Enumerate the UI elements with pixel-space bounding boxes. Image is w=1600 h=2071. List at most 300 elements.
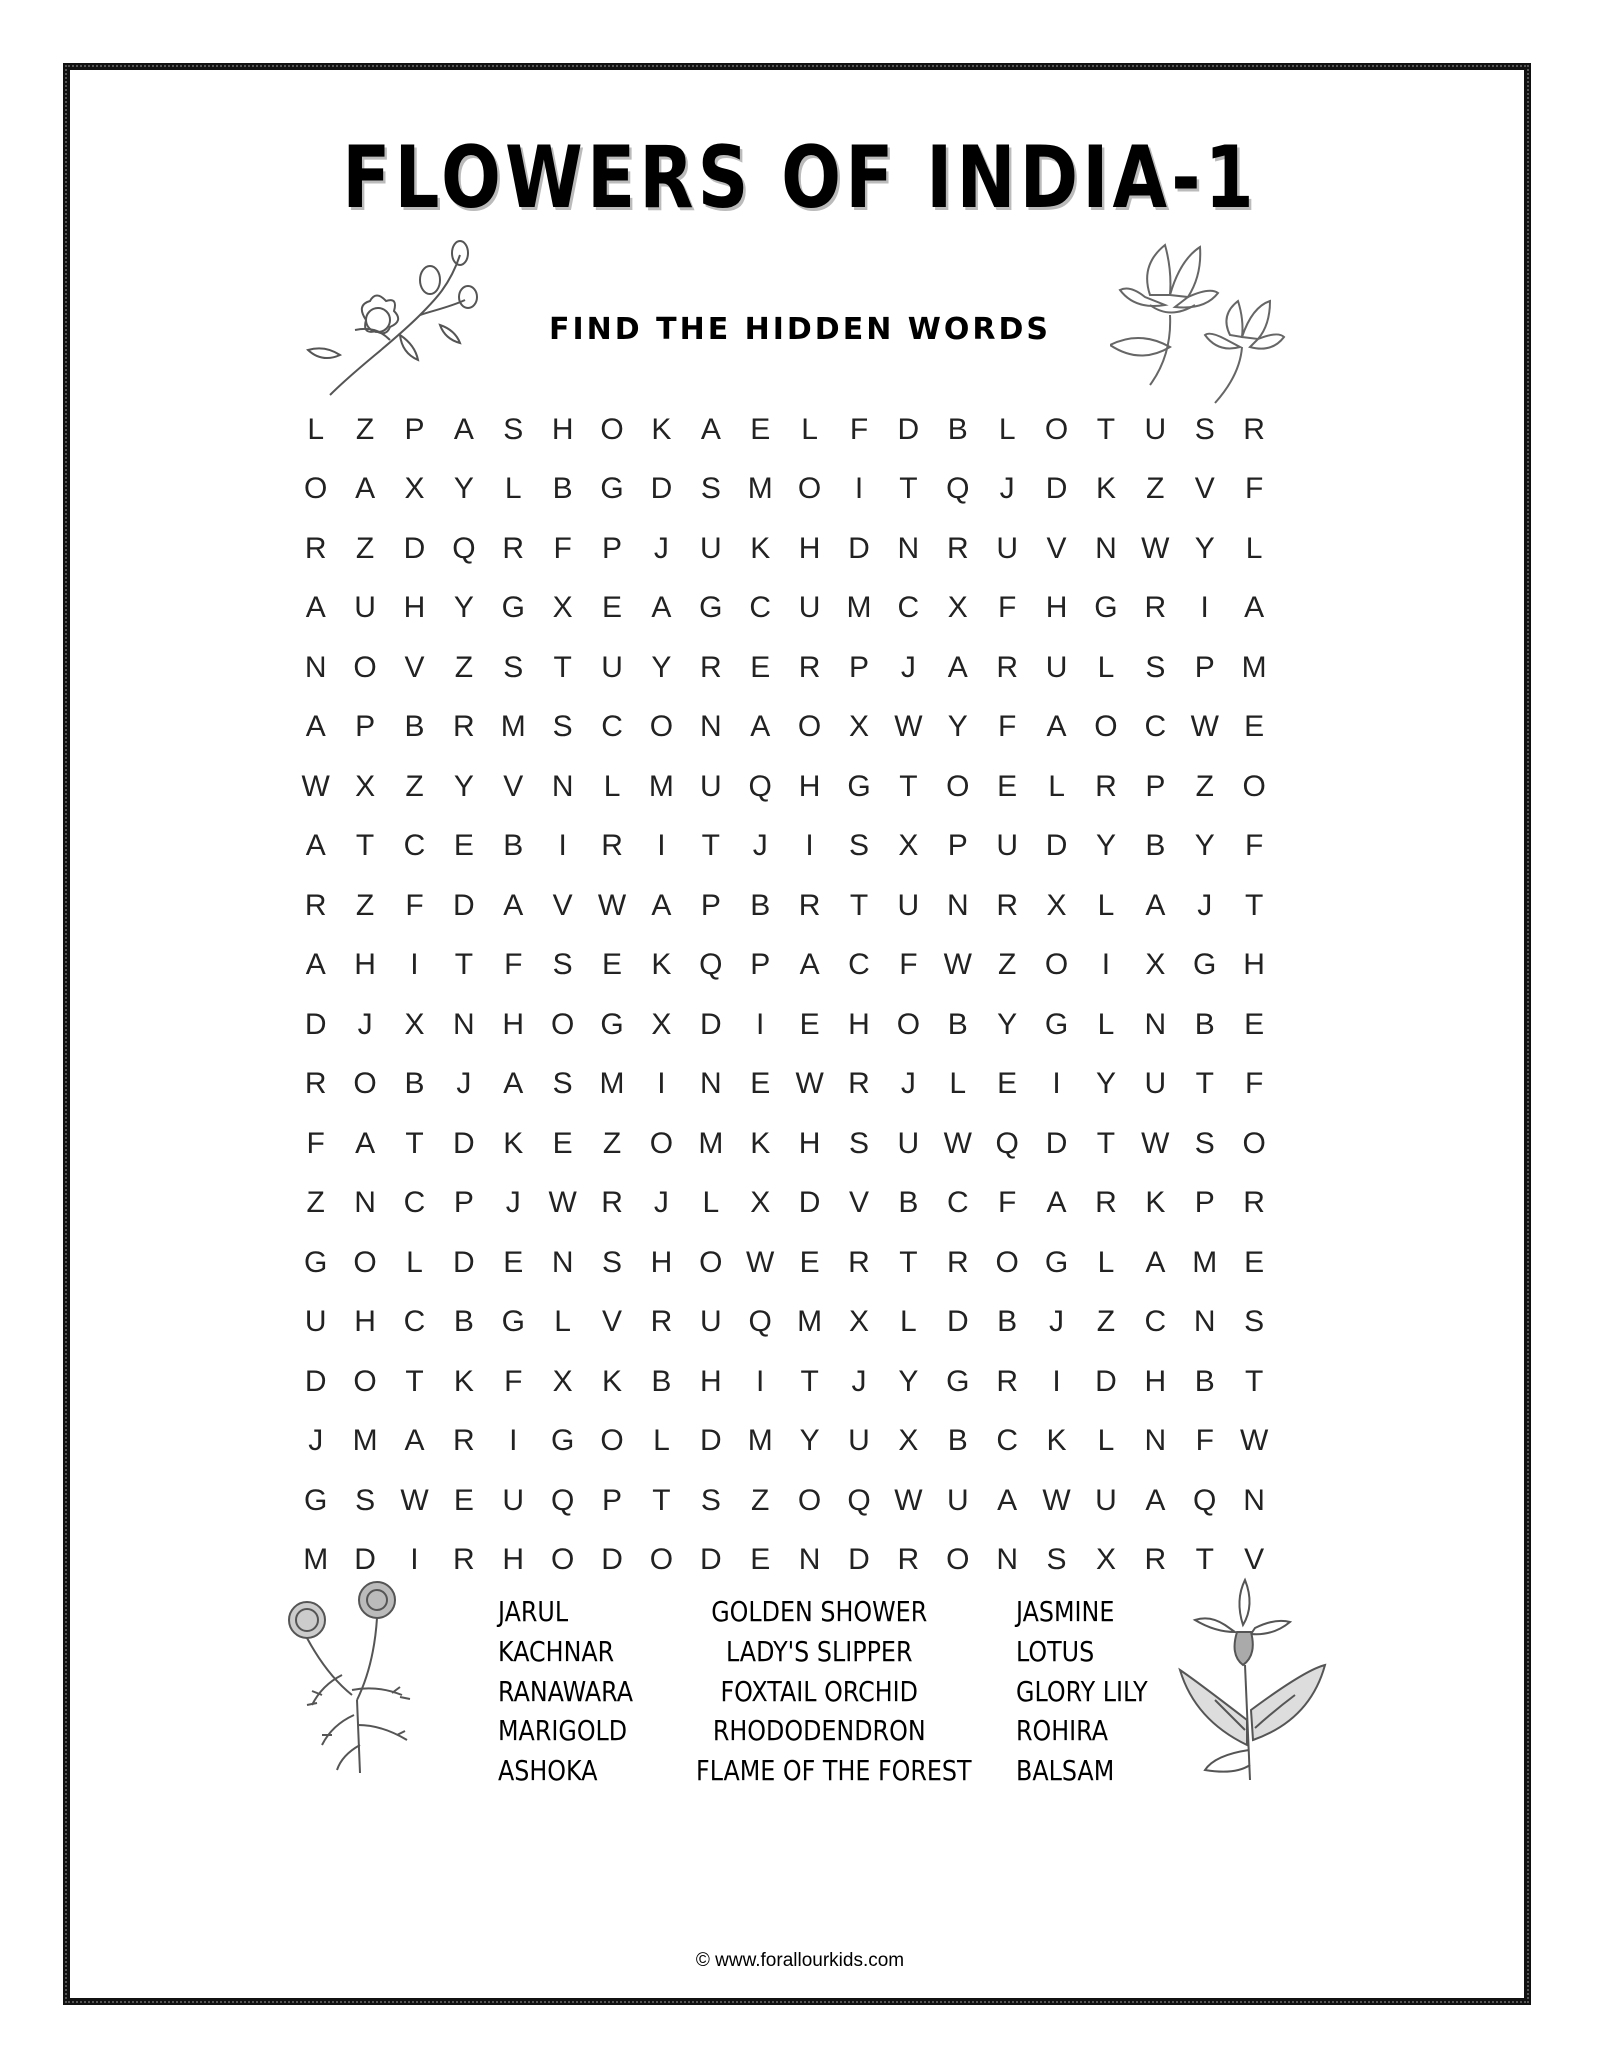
grid-letter[interactable]: I <box>854 472 864 506</box>
grid-letter[interactable]: O <box>946 1543 970 1577</box>
word-search-grid[interactable] <box>291 400 1351 1590</box>
grid-letter[interactable]: R <box>996 650 1018 684</box>
grid-letter[interactable]: F <box>1195 1424 1214 1458</box>
grid-letter[interactable]: E <box>997 769 1018 803</box>
grid-letter[interactable]: S <box>848 1126 869 1160</box>
grid-letter[interactable]: U <box>699 531 722 565</box>
grid-letter[interactable]: G <box>501 1305 525 1339</box>
grid-letter[interactable]: F <box>1244 1067 1264 1101</box>
grid-letter[interactable]: W <box>1141 1126 1170 1160</box>
grid-letter[interactable]: H <box>551 412 574 446</box>
grid-letter[interactable]: G <box>304 1245 328 1279</box>
grid-letter[interactable]: Y <box>947 710 968 744</box>
grid-letter[interactable]: R <box>304 888 327 922</box>
grid-letter[interactable]: V <box>404 650 425 684</box>
grid-letter[interactable]: N <box>354 1186 376 1220</box>
grid-letter[interactable]: H <box>650 1245 673 1279</box>
grid-letter[interactable]: H <box>1243 948 1265 982</box>
grid-letter[interactable]: J <box>653 1186 669 1220</box>
grid-letter[interactable]: U <box>996 829 1018 863</box>
grid-letter[interactable]: G <box>699 591 723 625</box>
grid-letter[interactable]: T <box>899 769 918 803</box>
grid-letter[interactable]: H <box>502 1007 525 1041</box>
grid-letter[interactable]: O <box>353 1067 377 1101</box>
grid-letter[interactable]: B <box>947 1424 968 1458</box>
grid-letter[interactable]: H <box>1144 1364 1167 1398</box>
grid-letter[interactable]: G <box>600 1007 624 1041</box>
grid-letter[interactable]: P <box>453 1186 474 1220</box>
grid-letter[interactable]: I <box>805 829 814 863</box>
grid-letter[interactable]: D <box>1045 472 1068 506</box>
grid-letter[interactable]: N <box>946 888 969 922</box>
grid-letter[interactable]: O <box>896 1007 921 1041</box>
grid-letter[interactable]: L <box>1097 1245 1115 1279</box>
grid-letter[interactable]: R <box>1243 1186 1265 1220</box>
grid-letter[interactable]: C <box>946 1186 969 1220</box>
grid-letter[interactable]: C <box>403 829 426 863</box>
grid-letter[interactable]: B <box>898 1186 919 1220</box>
grid-letter[interactable]: D <box>304 1007 327 1041</box>
grid-letter[interactable]: B <box>404 710 425 744</box>
grid-letter[interactable]: A <box>799 948 820 982</box>
grid-letter[interactable]: H <box>354 948 376 982</box>
grid-letter[interactable]: E <box>750 412 771 446</box>
grid-letter[interactable]: R <box>453 710 475 744</box>
grid-letter[interactable]: S <box>503 650 524 684</box>
grid-letter[interactable]: S <box>1194 412 1215 446</box>
grid-letter[interactable]: L <box>307 412 325 446</box>
grid-letter[interactable]: F <box>1244 472 1264 506</box>
grid-letter[interactable]: F <box>998 710 1017 744</box>
grid-letter[interactable]: N <box>304 650 327 684</box>
grid-letter[interactable]: X <box>552 1364 573 1398</box>
grid-letter[interactable]: A <box>404 1424 425 1458</box>
grid-letter[interactable]: K <box>750 1126 771 1160</box>
grid-letter[interactable]: E <box>750 650 771 684</box>
grid-letter[interactable]: N <box>996 1543 1018 1577</box>
grid-letter[interactable]: S <box>552 710 573 744</box>
grid-letter[interactable]: F <box>998 591 1017 625</box>
grid-letter[interactable]: L <box>554 1305 571 1339</box>
grid-letter[interactable]: A <box>305 710 326 744</box>
grid-letter[interactable]: O <box>649 1126 674 1160</box>
grid-letter[interactable]: O <box>1044 948 1069 982</box>
grid-letter[interactable]: E <box>602 591 623 625</box>
grid-letter[interactable]: L <box>603 769 621 803</box>
grid-letter[interactable]: N <box>1144 1007 1167 1041</box>
grid-letter[interactable]: R <box>699 650 722 684</box>
grid-letter[interactable]: T <box>1244 1364 1264 1398</box>
grid-letter[interactable]: D <box>848 1543 870 1577</box>
grid-letter[interactable]: F <box>504 1364 523 1398</box>
grid-letter[interactable]: Z <box>1146 472 1165 506</box>
grid-letter[interactable]: M <box>846 591 872 625</box>
grid-letter[interactable]: K <box>1095 472 1116 506</box>
grid-letter[interactable]: T <box>1195 1067 1214 1101</box>
grid-letter[interactable]: C <box>897 591 920 625</box>
grid-letter[interactable]: N <box>1095 531 1117 565</box>
grid-letter[interactable]: R <box>798 888 821 922</box>
grid-letter[interactable]: U <box>848 1424 870 1458</box>
grid-letter[interactable]: E <box>503 1245 524 1279</box>
grid-letter[interactable]: F <box>849 412 869 446</box>
grid-letter[interactable]: X <box>404 1007 425 1041</box>
grid-letter[interactable]: X <box>552 591 573 625</box>
grid-letter[interactable]: J <box>999 472 1015 506</box>
grid-letter[interactable]: R <box>1095 769 1117 803</box>
grid-letter[interactable]: D <box>453 1126 475 1160</box>
grid-letter[interactable]: H <box>1045 591 1068 625</box>
grid-letter[interactable]: M <box>797 1305 823 1339</box>
grid-letter[interactable]: N <box>1243 1483 1265 1517</box>
grid-letter[interactable]: D <box>897 412 920 446</box>
grid-letter[interactable]: V <box>1194 472 1215 506</box>
grid-letter[interactable]: Z <box>751 1483 770 1517</box>
grid-letter[interactable]: X <box>898 1424 919 1458</box>
grid-letter[interactable]: X <box>750 1186 771 1220</box>
grid-letter[interactable]: G <box>1044 1007 1069 1041</box>
grid-letter[interactable]: Y <box>1095 1067 1116 1101</box>
grid-letter[interactable]: T <box>355 829 375 863</box>
grid-letter[interactable]: J <box>456 1067 472 1101</box>
grid-letter[interactable]: T <box>701 829 720 863</box>
grid-letter[interactable]: T <box>1195 1543 1214 1577</box>
grid-letter[interactable]: P <box>355 710 376 744</box>
grid-letter[interactable]: W <box>943 1126 972 1160</box>
grid-letter[interactable]: M <box>1241 650 1267 684</box>
grid-letter[interactable]: F <box>504 948 523 982</box>
grid-letter[interactable]: V <box>848 1186 869 1220</box>
grid-letter[interactable]: G <box>304 1483 328 1517</box>
grid-letter[interactable]: G <box>550 1424 575 1458</box>
grid-letter[interactable]: J <box>900 1067 916 1101</box>
grid-letter[interactable]: R <box>996 1364 1018 1398</box>
grid-letter[interactable]: B <box>1194 1007 1215 1041</box>
grid-letter[interactable]: T <box>405 1126 424 1160</box>
grid-letter[interactable]: Z <box>602 1126 622 1160</box>
grid-letter[interactable]: R <box>650 1305 673 1339</box>
grid-letter[interactable]: M <box>648 769 674 803</box>
grid-letter[interactable]: M <box>747 1424 773 1458</box>
grid-letter[interactable]: H <box>798 1126 821 1160</box>
grid-letter[interactable]: S <box>552 1067 573 1101</box>
grid-letter[interactable]: D <box>1045 829 1068 863</box>
grid-letter[interactable]: R <box>304 531 327 565</box>
grid-letter[interactable]: C <box>848 948 870 982</box>
grid-letter[interactable]: A <box>947 650 968 684</box>
grid-letter[interactable]: E <box>799 1245 820 1279</box>
grid-letter[interactable]: R <box>1144 591 1167 625</box>
grid-letter[interactable]: W <box>301 769 330 803</box>
grid-letter[interactable]: T <box>899 472 918 506</box>
grid-letter[interactable]: L <box>1097 1424 1115 1458</box>
grid-letter[interactable]: D <box>699 1007 722 1041</box>
grid-letter[interactable]: D <box>946 1305 969 1339</box>
grid-letter[interactable]: I <box>558 829 567 863</box>
grid-letter[interactable]: Q <box>748 769 772 803</box>
grid-letter[interactable]: N <box>699 1067 722 1101</box>
grid-letter[interactable]: Q <box>1193 1483 1217 1517</box>
grid-letter[interactable]: N <box>699 710 722 744</box>
grid-letter[interactable]: J <box>653 531 669 565</box>
grid-letter[interactable]: F <box>1244 829 1264 863</box>
grid-letter[interactable]: I <box>657 829 666 863</box>
grid-letter[interactable]: A <box>651 591 672 625</box>
grid-letter[interactable]: U <box>1144 1067 1167 1101</box>
grid-letter[interactable]: I <box>756 1364 765 1398</box>
grid-letter[interactable]: F <box>998 1186 1017 1220</box>
grid-letter[interactable]: A <box>1244 591 1265 625</box>
grid-letter[interactable]: R <box>601 1186 623 1220</box>
grid-letter[interactable]: T <box>899 1245 918 1279</box>
grid-letter[interactable]: R <box>1144 1543 1167 1577</box>
grid-letter[interactable]: K <box>1046 1424 1067 1458</box>
grid-letter[interactable]: P <box>602 531 623 565</box>
grid-letter[interactable]: I <box>657 1067 666 1101</box>
grid-letter[interactable]: U <box>996 531 1018 565</box>
grid-letter[interactable]: W <box>548 1186 577 1220</box>
grid-letter[interactable]: Y <box>997 1007 1018 1041</box>
grid-letter[interactable]: X <box>404 472 425 506</box>
grid-letter[interactable]: B <box>404 1067 425 1101</box>
grid-letter[interactable]: L <box>801 412 818 446</box>
grid-letter[interactable]: J <box>357 1007 373 1041</box>
grid-letter[interactable]: V <box>1244 1543 1265 1577</box>
grid-letter[interactable]: A <box>305 829 326 863</box>
grid-letter[interactable]: E <box>453 1483 474 1517</box>
grid-letter[interactable]: S <box>700 1483 721 1517</box>
grid-letter[interactable]: U <box>304 1305 327 1339</box>
grid-letter[interactable]: G <box>1044 1245 1069 1279</box>
grid-letter[interactable]: S <box>1194 1126 1215 1160</box>
grid-letter[interactable]: N <box>1193 1305 1216 1339</box>
grid-letter[interactable]: I <box>509 1424 518 1458</box>
grid-letter[interactable]: E <box>602 948 623 982</box>
grid-letter[interactable]: Q <box>452 531 476 565</box>
grid-letter[interactable]: A <box>305 591 326 625</box>
grid-letter[interactable]: U <box>1144 412 1167 446</box>
grid-letter[interactable]: E <box>1244 710 1265 744</box>
grid-letter[interactable]: O <box>550 1007 575 1041</box>
grid-letter[interactable]: D <box>304 1364 327 1398</box>
grid-letter[interactable]: O <box>1044 412 1069 446</box>
grid-letter[interactable]: Z <box>355 412 375 446</box>
grid-letter[interactable]: O <box>797 1483 822 1517</box>
grid-letter[interactable]: L <box>1097 888 1115 922</box>
grid-letter[interactable]: H <box>699 1364 722 1398</box>
grid-letter[interactable]: R <box>601 829 623 863</box>
grid-letter[interactable]: D <box>453 888 475 922</box>
grid-letter[interactable]: O <box>995 1245 1019 1279</box>
grid-letter[interactable]: N <box>897 531 920 565</box>
grid-letter[interactable]: Y <box>453 769 474 803</box>
grid-letter[interactable]: Z <box>405 769 424 803</box>
grid-letter[interactable]: A <box>997 1483 1018 1517</box>
grid-letter[interactable]: A <box>1046 710 1067 744</box>
grid-letter[interactable]: R <box>1095 1186 1117 1220</box>
grid-letter[interactable]: O <box>600 412 624 446</box>
grid-letter[interactable]: U <box>699 769 722 803</box>
grid-letter[interactable]: P <box>602 1483 623 1517</box>
grid-letter[interactable]: P <box>947 829 968 863</box>
grid-letter[interactable]: H <box>403 591 426 625</box>
grid-letter[interactable]: Q <box>847 1483 871 1517</box>
grid-letter[interactable]: X <box>355 769 376 803</box>
grid-letter[interactable]: H <box>354 1305 376 1339</box>
grid-letter[interactable]: X <box>1095 1543 1116 1577</box>
grid-letter[interactable]: O <box>550 1543 575 1577</box>
grid-letter[interactable]: L <box>1048 769 1065 803</box>
grid-letter[interactable]: Y <box>651 650 672 684</box>
grid-letter[interactable]: X <box>651 1007 672 1041</box>
grid-letter[interactable]: P <box>404 412 425 446</box>
grid-letter[interactable]: C <box>996 1424 1018 1458</box>
grid-letter[interactable]: O <box>353 650 377 684</box>
grid-letter[interactable]: D <box>453 1245 475 1279</box>
grid-letter[interactable]: K <box>602 1364 623 1398</box>
grid-letter[interactable]: J <box>1197 888 1213 922</box>
grid-letter[interactable]: B <box>453 1305 474 1339</box>
grid-letter[interactable]: W <box>943 948 972 982</box>
grid-letter[interactable]: A <box>1046 1186 1067 1220</box>
grid-letter[interactable]: S <box>602 1245 623 1279</box>
grid-letter[interactable]: I <box>1101 948 1111 982</box>
grid-letter[interactable]: Q <box>699 948 723 982</box>
grid-letter[interactable]: L <box>1245 531 1263 565</box>
grid-letter[interactable]: A <box>355 472 376 506</box>
grid-letter[interactable]: O <box>649 1543 674 1577</box>
grid-letter[interactable]: F <box>405 888 424 922</box>
grid-letter[interactable]: J <box>505 1186 521 1220</box>
grid-letter[interactable]: Z <box>454 650 474 684</box>
grid-letter[interactable]: L <box>949 1067 967 1101</box>
grid-letter[interactable]: S <box>700 472 721 506</box>
grid-letter[interactable]: K <box>651 412 672 446</box>
grid-letter[interactable]: O <box>1242 769 1266 803</box>
grid-letter[interactable]: B <box>947 412 968 446</box>
grid-letter[interactable]: R <box>502 531 525 565</box>
grid-letter[interactable]: D <box>699 1543 722 1577</box>
grid-letter[interactable]: S <box>355 1483 376 1517</box>
grid-letter[interactable]: L <box>406 1245 423 1279</box>
grid-letter[interactable]: T <box>454 948 474 982</box>
grid-letter[interactable]: D <box>1095 1364 1117 1398</box>
grid-letter[interactable]: L <box>653 1424 670 1458</box>
grid-letter[interactable]: X <box>1145 948 1166 982</box>
grid-letter[interactable]: U <box>601 650 623 684</box>
grid-letter[interactable]: Z <box>998 948 1017 982</box>
grid-letter[interactable]: O <box>304 472 328 506</box>
grid-letter[interactable]: P <box>750 948 771 982</box>
grid-letter[interactable]: V <box>1046 531 1067 565</box>
grid-letter[interactable]: R <box>1243 412 1265 446</box>
grid-letter[interactable]: Y <box>453 591 474 625</box>
grid-letter[interactable]: T <box>1096 1126 1116 1160</box>
grid-letter[interactable]: H <box>502 1543 525 1577</box>
grid-letter[interactable]: E <box>1244 1007 1265 1041</box>
grid-letter[interactable]: A <box>700 412 721 446</box>
grid-letter[interactable]: P <box>700 888 721 922</box>
grid-letter[interactable]: R <box>996 888 1018 922</box>
grid-letter[interactable]: T <box>405 1364 424 1398</box>
grid-letter[interactable]: J <box>308 1424 324 1458</box>
grid-letter[interactable]: A <box>1145 888 1166 922</box>
grid-letter[interactable]: I <box>1052 1364 1061 1398</box>
grid-letter[interactable]: D <box>650 472 673 506</box>
grid-letter[interactable]: T <box>1096 412 1116 446</box>
grid-letter[interactable]: C <box>601 710 623 744</box>
grid-letter[interactable]: A <box>1145 1245 1166 1279</box>
grid-letter[interactable]: R <box>798 650 821 684</box>
grid-letter[interactable]: W <box>1190 710 1219 744</box>
grid-letter[interactable]: C <box>1144 1305 1167 1339</box>
grid-letter[interactable]: M <box>747 472 773 506</box>
grid-letter[interactable]: Q <box>946 472 970 506</box>
grid-letter[interactable]: A <box>503 888 524 922</box>
grid-letter[interactable]: W <box>1239 1424 1269 1458</box>
grid-letter[interactable]: D <box>601 1543 623 1577</box>
grid-letter[interactable]: Q <box>995 1126 1019 1160</box>
grid-letter[interactable]: L <box>900 1305 917 1339</box>
grid-letter[interactable]: Y <box>799 1424 820 1458</box>
grid-letter[interactable]: B <box>651 1364 672 1398</box>
grid-letter[interactable]: U <box>354 591 376 625</box>
grid-letter[interactable]: T <box>652 1483 671 1517</box>
grid-letter[interactable]: L <box>1097 1007 1115 1041</box>
grid-letter[interactable]: X <box>1046 888 1067 922</box>
grid-letter[interactable]: W <box>894 710 923 744</box>
grid-letter[interactable]: E <box>750 1543 771 1577</box>
grid-letter[interactable]: Y <box>453 472 474 506</box>
grid-letter[interactable]: I <box>410 1543 419 1577</box>
grid-letter[interactable]: R <box>848 1245 870 1279</box>
grid-letter[interactable]: Y <box>1194 829 1215 863</box>
grid-letter[interactable]: O <box>600 1424 624 1458</box>
grid-letter[interactable]: I <box>410 948 419 982</box>
grid-letter[interactable]: W <box>746 1245 775 1279</box>
grid-letter[interactable]: Z <box>306 1186 325 1220</box>
grid-letter[interactable]: B <box>503 829 524 863</box>
grid-letter[interactable]: C <box>403 1186 426 1220</box>
grid-letter[interactable]: M <box>303 1543 329 1577</box>
grid-letter[interactable]: U <box>897 888 920 922</box>
grid-letter[interactable]: U <box>1045 650 1068 684</box>
grid-letter[interactable]: W <box>1141 531 1170 565</box>
grid-letter[interactable]: E <box>552 1126 573 1160</box>
grid-letter[interactable]: U <box>1095 1483 1117 1517</box>
grid-letter[interactable]: J <box>1049 1305 1065 1339</box>
grid-letter[interactable]: O <box>797 710 822 744</box>
grid-letter[interactable]: G <box>946 1364 970 1398</box>
grid-letter[interactable]: Q <box>550 1483 575 1517</box>
grid-letter[interactable]: B <box>1145 829 1166 863</box>
grid-letter[interactable]: X <box>848 1305 869 1339</box>
grid-letter[interactable]: O <box>699 1245 723 1279</box>
grid-letter[interactable]: O <box>1242 1126 1266 1160</box>
grid-letter[interactable]: V <box>503 769 524 803</box>
grid-letter[interactable]: W <box>597 888 627 922</box>
grid-letter[interactable]: D <box>1045 1126 1068 1160</box>
grid-letter[interactable]: S <box>552 948 573 982</box>
grid-letter[interactable]: Z <box>355 888 375 922</box>
grid-letter[interactable]: N <box>1144 1424 1167 1458</box>
grid-letter[interactable]: M <box>1192 1245 1218 1279</box>
grid-letter[interactable]: X <box>947 591 968 625</box>
grid-letter[interactable]: N <box>453 1007 475 1041</box>
grid-letter[interactable]: M <box>599 1067 625 1101</box>
grid-letter[interactable]: H <box>848 1007 870 1041</box>
grid-letter[interactable]: F <box>553 531 572 565</box>
